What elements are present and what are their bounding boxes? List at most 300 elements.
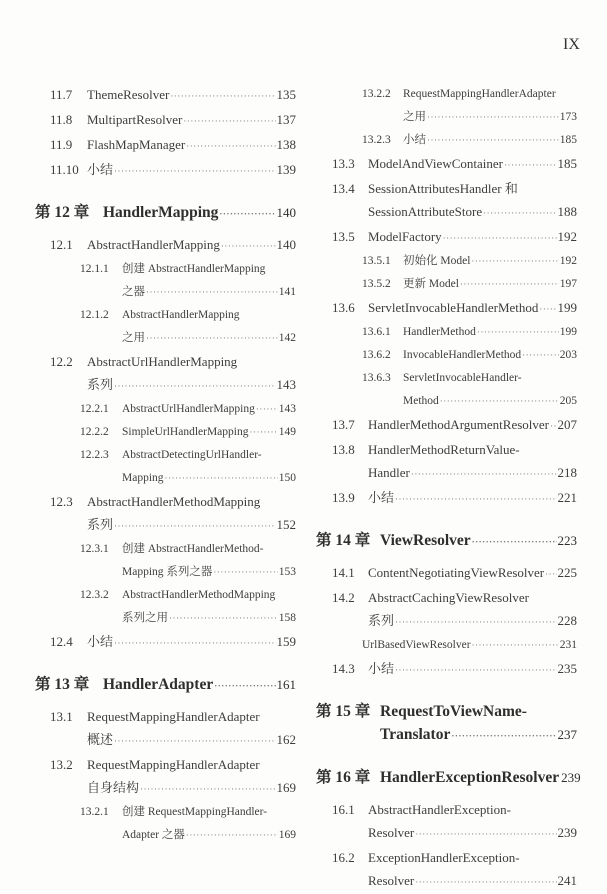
toc-entry-plain[interactable]: [300, 634, 577, 657]
entry-number: 14.2: [332, 590, 355, 605]
entry-title-text: 之用: [122, 332, 145, 344]
toc-entry-section[interactable]: [300, 152, 577, 177]
dot-leader: [114, 730, 275, 753]
entry-number: 12.1.1: [80, 263, 109, 275]
toc-entry-section[interactable]: [300, 846, 577, 894]
toc-entry-section[interactable]: [300, 225, 577, 250]
entry-title: [300, 273, 577, 296]
entry-title-text: HandlerMethod: [403, 326, 476, 338]
dot-leader: [221, 235, 276, 258]
entry-title-text: 小结: [403, 134, 426, 146]
toc-entry-section[interactable]: [0, 233, 296, 258]
entry-number: 12.4: [50, 634, 73, 649]
entry-title: [0, 421, 296, 444]
entry-page-number: 169: [276, 780, 296, 795]
entry-title-text: Method: [403, 395, 439, 407]
entry-title-text: ModelFactory: [368, 229, 442, 244]
toc-entry-sub[interactable]: [0, 801, 296, 847]
dot-leader: [522, 344, 559, 367]
entry-page-number: 228: [557, 613, 577, 628]
entry-number: 13.2.3: [362, 134, 391, 146]
entry-title-text: Mapping 系列之器: [122, 566, 213, 578]
entry-title-text: 创建 AbstractHandlerMapping: [122, 263, 266, 275]
entry-page-number: 221: [557, 490, 577, 505]
entry-title-text: FlashMapManager: [87, 137, 186, 152]
entry-number: 第 12 章: [35, 204, 90, 221]
entry-page-number: 139: [276, 162, 296, 177]
entry-number: 13.2.1: [80, 806, 109, 818]
entry-title-text: 之器: [122, 286, 145, 298]
dot-leader: [472, 634, 559, 657]
dot-leader: [411, 463, 557, 486]
entry-page-number: 239: [561, 770, 581, 785]
entry-title-text: AbstractHandlerException-: [368, 802, 511, 817]
toc-entry-sub[interactable]: [300, 321, 577, 344]
entry-title-line: [87, 513, 296, 538]
dot-leader: [550, 415, 557, 438]
entry-number: 11.9: [50, 137, 73, 152]
entry-title-text: 初始化 Model: [403, 255, 471, 267]
entry-title-text: AbstractHandlerMapping: [122, 309, 240, 321]
entry-number: 12.3: [50, 494, 73, 509]
entry-title-text: 系列: [87, 377, 114, 392]
toc-entry-sub[interactable]: [300, 83, 577, 129]
entry-page-number: 205: [559, 395, 577, 407]
dot-leader: [170, 85, 275, 108]
entry-title-text: ExceptionHandlerException-: [368, 850, 520, 865]
toc-right-column: [300, 83, 581, 894]
entry-title-line: [87, 728, 296, 753]
toc-entry-sub[interactable]: [300, 250, 577, 273]
dot-leader: [114, 632, 275, 655]
entry-number: 11.8: [50, 112, 73, 127]
entry-title-text: 系列: [87, 517, 114, 532]
entry-page-number: 225: [557, 565, 577, 580]
entry-number: 第 15 章: [316, 703, 371, 720]
entry-title: [0, 258, 296, 304]
entry-title-text: HandlerMethodReturnValue-: [368, 442, 520, 457]
entry-title: [0, 538, 296, 584]
dot-leader: [114, 515, 275, 538]
entry-title-line: [87, 83, 296, 108]
entry-number: 12.2.1: [80, 403, 109, 415]
entry-title-text: 小结: [87, 634, 114, 649]
dot-leader: [114, 375, 275, 398]
dot-leader: [472, 531, 557, 554]
entry-title-text: Mapping: [122, 472, 164, 484]
entry-page-number: 241: [557, 873, 577, 888]
entry-title-line: [122, 561, 296, 584]
entry-number: 16.1: [332, 802, 355, 817]
dot-leader: [169, 607, 278, 630]
entry-number: 14.3: [332, 661, 355, 676]
toc-entry-sub[interactable]: [300, 273, 577, 296]
entry-page-number: 231: [559, 639, 577, 651]
entry-title: [0, 801, 296, 847]
entry-title-text: Resolver: [368, 873, 415, 888]
toc-entry-sub[interactable]: [0, 444, 296, 490]
entry-page-number: 185: [559, 134, 577, 146]
dot-leader: [427, 106, 559, 129]
toc-entry-sub[interactable]: [0, 584, 296, 630]
entry-title-text: AbstractHandlerMapping: [87, 237, 220, 252]
entry-number: 13.1: [50, 709, 73, 724]
entry-title: [0, 108, 296, 133]
entry-page-number: 223: [557, 533, 577, 548]
entry-title-line: [122, 398, 296, 421]
entry-title-line: [103, 201, 296, 226]
entry-number: 12.3.2: [80, 589, 109, 601]
entry-page-number: 185: [557, 156, 577, 171]
entry-title-text: AbstractCachingViewResolver: [368, 590, 529, 605]
entry-page-number: 162: [276, 732, 296, 747]
entry-title-line: [122, 801, 296, 824]
entry-title-line: [380, 766, 581, 791]
entry-title-text: ServletInvocableHandlerMethod: [368, 300, 539, 315]
entry-title-line: [87, 373, 296, 398]
entry-title-line: [122, 281, 296, 304]
entry-page-number: 158: [278, 612, 296, 624]
entry-title-text: UrlBasedViewResolver: [362, 639, 471, 651]
dot-leader: [165, 467, 278, 490]
entry-title-text: ModelAndViewContainer: [368, 156, 503, 171]
entry-title-line: [87, 753, 296, 776]
entry-title-line: [403, 390, 577, 413]
entry-page-number: 197: [559, 278, 577, 290]
entry-title: [0, 630, 296, 655]
entry-title-text: 系列之用: [122, 612, 168, 624]
entry-title-line: [403, 344, 577, 367]
entry-number: 13.6.3: [362, 372, 391, 384]
entry-title: [0, 584, 296, 630]
entry-title-text: HandlerMethodArgumentResolver: [368, 417, 549, 432]
toc-entry-sub[interactable]: [300, 367, 577, 413]
entry-title-text: AbstractHandlerMethodMapping: [122, 589, 276, 601]
entry-title-line: [368, 586, 577, 609]
entry-title-text: ContentNegotiatingViewResolver: [368, 565, 545, 580]
entry-title-text: ServletInvocableHandler-: [403, 372, 522, 384]
entry-title: [0, 233, 296, 258]
dot-leader: [460, 273, 559, 296]
entry-title-text: 创建 AbstractHandlerMethod-: [122, 543, 264, 555]
entry-title-line: [87, 108, 296, 133]
entry-title: [0, 158, 296, 183]
toc-entry-section[interactable]: [300, 798, 577, 846]
entry-title-line: [368, 461, 577, 486]
entry-title-line: [403, 106, 577, 129]
entry-page-number: 138: [276, 137, 296, 152]
entry-number: 12.2: [50, 354, 73, 369]
entry-title-text: 自身结构: [87, 780, 140, 795]
entry-title-text: RequestMappingHandlerAdapter: [403, 88, 556, 100]
entry-title-text: RequestToViewName-: [380, 703, 527, 720]
entry-page-number: 140: [276, 205, 296, 220]
entry-title: [300, 321, 577, 344]
entry-title-line: [403, 250, 577, 273]
toc-entry-section[interactable]: [0, 630, 296, 655]
toc-entry-section[interactable]: [300, 438, 577, 486]
entry-title-text: 更新 Model: [403, 278, 459, 290]
entry-title-line: [368, 296, 577, 321]
entry-title-text: 之用: [403, 111, 426, 123]
entry-title: [0, 705, 296, 753]
entry-page-number: 153: [278, 566, 296, 578]
entry-title-text: AbstractDetectingUrlHandler-: [122, 449, 262, 461]
entry-page-number: 192: [557, 229, 577, 244]
dot-leader: [183, 110, 275, 133]
entry-title-text: Resolver: [368, 825, 415, 840]
entry-title-text: SessionAttributeStore: [368, 204, 483, 219]
entry-page-number: 218: [557, 465, 577, 480]
entry-title-line: [122, 327, 296, 350]
entry-title: [300, 250, 577, 273]
toc-entry-chapter[interactable]: [0, 201, 296, 226]
page-number: IX: [563, 36, 580, 53]
entry-number: 12.2.2: [80, 426, 109, 438]
entry-title-text: HandlerAdapter: [103, 676, 214, 693]
toc-entry-section[interactable]: [300, 561, 577, 586]
entry-title-line: [380, 723, 577, 748]
toc-entry-section[interactable]: [0, 83, 296, 108]
dot-leader: [451, 725, 556, 748]
entry-number: 13.6.2: [362, 349, 391, 361]
entry-title-line: [122, 584, 296, 607]
entry-title-text: RequestMappingHandlerAdapter: [87, 757, 260, 772]
entry-title-line: [380, 700, 577, 723]
entry-title-line: [122, 824, 296, 847]
dot-leader: [249, 421, 277, 444]
entry-title-line: [87, 705, 296, 728]
entry-title-text: HandlerExceptionResolver: [380, 769, 560, 786]
entry-number: 第 16 章: [316, 769, 371, 786]
entry-title: [0, 350, 296, 398]
entry-title-line: [122, 607, 296, 630]
entry-title: [300, 344, 577, 367]
toc-entry-sub[interactable]: [0, 538, 296, 584]
entry-title: [300, 367, 577, 413]
entry-number: 13.9: [332, 490, 355, 505]
entry-title-line: [368, 225, 577, 250]
entry-number: 12.1: [50, 237, 73, 252]
entry-number: 12.1.2: [80, 309, 109, 321]
entry-title-text: AbstractHandlerMethodMapping: [87, 494, 261, 509]
entry-title-line: [368, 177, 577, 200]
toc-entry-section[interactable]: [300, 657, 577, 682]
entry-number: 13.4: [332, 181, 355, 196]
toc-entry-section[interactable]: [300, 486, 577, 511]
toc-entry-section[interactable]: [0, 108, 296, 133]
dot-leader: [140, 778, 275, 801]
entry-title-text: ViewResolver: [380, 532, 471, 549]
toc-entry-section[interactable]: [0, 753, 296, 801]
entry-title-text: SimpleUrlHandlerMapping: [122, 426, 249, 438]
entry-title-line: [368, 561, 577, 586]
entry-title-text: HandlerMapping: [103, 204, 219, 221]
entry-title-line: [87, 490, 296, 513]
entry-title-line: [122, 538, 296, 561]
toc-entry-sub[interactable]: [300, 129, 577, 152]
entry-title-text: ThemeResolver: [87, 87, 170, 102]
toc-entry-sub[interactable]: [0, 421, 296, 444]
entry-title-line: [403, 83, 577, 106]
toc-entry-sub[interactable]: [0, 258, 296, 304]
entry-title-line: [368, 438, 577, 461]
entry-page-number: 192: [559, 255, 577, 267]
dot-leader: [504, 154, 557, 177]
toc-entry-section[interactable]: [300, 413, 577, 438]
entry-number: 第 13 章: [35, 676, 90, 693]
toc-entry-chapter[interactable]: [300, 700, 577, 748]
entry-page-number: 203: [559, 349, 577, 361]
entry-number: 第 14 章: [316, 532, 371, 549]
entry-title-text: Handler: [368, 465, 410, 480]
dot-leader: [395, 659, 556, 682]
toc-entry-section[interactable]: [300, 586, 577, 634]
entry-number: 14.1: [332, 565, 355, 580]
dot-leader: [483, 202, 556, 225]
entry-page-number: 141: [278, 286, 296, 298]
toc-entry-section[interactable]: [300, 296, 577, 321]
entry-title-line: [403, 129, 577, 152]
entry-number: 13.8: [332, 442, 355, 457]
entry-title-line: [87, 133, 296, 158]
entry-title-text: 概述: [87, 732, 114, 747]
dot-leader: [219, 203, 275, 226]
toc-entry-section[interactable]: [0, 350, 296, 398]
entry-title-line: [87, 630, 296, 655]
dot-leader: [545, 563, 556, 586]
dot-leader: [415, 871, 556, 894]
entry-title-line: [368, 200, 577, 225]
dot-leader: [256, 398, 278, 421]
dot-leader: [146, 281, 278, 304]
entry-page-number: 188: [557, 204, 577, 219]
entry-number: 13.2: [50, 757, 73, 772]
entry-title: [0, 444, 296, 490]
entry-title-text: 小结: [87, 162, 114, 177]
dot-leader: [427, 129, 559, 152]
entry-page-number: 235: [557, 661, 577, 676]
entry-title-text: 小结: [368, 661, 395, 676]
toc-entry-section[interactable]: [0, 705, 296, 753]
entry-title-line: [368, 846, 577, 869]
entry-title-text: 创建 RequestMappingHandler-: [122, 806, 268, 818]
dot-leader: [146, 327, 278, 350]
toc-entry-sub[interactable]: [300, 344, 577, 367]
entry-title-line: [368, 413, 577, 438]
toc-entry-section[interactable]: [0, 158, 296, 183]
entry-title-line: [368, 486, 577, 511]
entry-title-line: [122, 467, 296, 490]
entry-title-text: AbstractUrlHandlerMapping: [87, 354, 238, 369]
entry-page-number: 135: [276, 87, 296, 102]
entry-title-line: [368, 869, 577, 894]
entry-title: [300, 83, 577, 129]
entry-title-line: [368, 798, 577, 821]
entry-title-text: Translator: [380, 726, 451, 743]
entry-page-number: 239: [557, 825, 577, 840]
entry-title: [0, 398, 296, 421]
entry-title-text: MultipartResolver: [87, 112, 183, 127]
entry-title-line: [122, 444, 296, 467]
entry-title-line: [362, 634, 577, 657]
entry-title-text: RequestMappingHandlerAdapter: [87, 709, 260, 724]
entry-title-line: [87, 350, 296, 373]
entry-title-text: AbstractUrlHandlerMapping: [122, 403, 255, 415]
dot-leader: [471, 250, 558, 273]
entry-number: 16.2: [332, 850, 355, 865]
dot-leader: [214, 675, 275, 698]
entry-title-line: [368, 821, 577, 846]
entry-title-line: [87, 233, 296, 258]
dot-leader: [395, 488, 556, 511]
entry-page-number: 142: [278, 332, 296, 344]
entry-number: 12.3.1: [80, 543, 109, 555]
entry-page-number: 237: [557, 727, 577, 742]
entry-page-number: 169: [278, 829, 296, 841]
entry-number: 13.5: [332, 229, 355, 244]
entry-page-number: 137: [276, 112, 296, 127]
entry-title-line: [122, 304, 296, 327]
toc-entry-chapter[interactable]: [300, 529, 577, 554]
entry-number: 13.3: [332, 156, 355, 171]
entry-page-number: 140: [276, 237, 296, 252]
toc-entry-sub[interactable]: [0, 304, 296, 350]
toc-entry-sub[interactable]: [0, 398, 296, 421]
entry-title-text: 小结: [368, 490, 395, 505]
entry-title: [0, 133, 296, 158]
entry-page-number: 207: [557, 417, 577, 432]
entry-title-line: [368, 657, 577, 682]
dot-leader: [440, 390, 559, 413]
entry-number: 13.6.1: [362, 326, 391, 338]
entry-number: 13.5.2: [362, 278, 391, 290]
entry-page-number: 173: [559, 111, 577, 123]
dot-leader: [539, 298, 556, 321]
entry-number: 13.2.2: [362, 88, 391, 100]
toc-entry-chapter[interactable]: [0, 673, 296, 698]
entry-title-line: [368, 152, 577, 177]
toc-entry-section[interactable]: [300, 177, 577, 225]
entry-title-line: [403, 273, 577, 296]
entry-title: [300, 129, 577, 152]
entry-page-number: 199: [559, 326, 577, 338]
entry-title-line: [368, 609, 577, 634]
entry-title-line: [103, 673, 296, 698]
dot-leader: [477, 321, 559, 344]
entry-number: 13.7: [332, 417, 355, 432]
dot-leader: [114, 160, 275, 183]
dot-leader: [186, 824, 278, 847]
entry-page-number: 161: [276, 677, 296, 692]
entry-title-line: [380, 529, 577, 554]
entry-title-line: [403, 321, 577, 344]
entry-number: 12.2.3: [80, 449, 109, 461]
entry-title-line: [87, 776, 296, 801]
entry-page-number: 199: [557, 300, 577, 315]
dot-leader: [443, 227, 557, 250]
entry-title-line: [403, 367, 577, 390]
dot-leader: [395, 611, 556, 634]
toc-entry-section[interactable]: [0, 133, 296, 158]
entry-number: 13.5.1: [362, 255, 391, 267]
dot-leader: [186, 135, 275, 158]
entry-title: [0, 304, 296, 350]
dot-leader: [213, 561, 277, 584]
toc-entry-chapter[interactable]: [300, 766, 581, 791]
toc-entry-section[interactable]: [0, 490, 296, 538]
entry-title: [0, 83, 296, 108]
